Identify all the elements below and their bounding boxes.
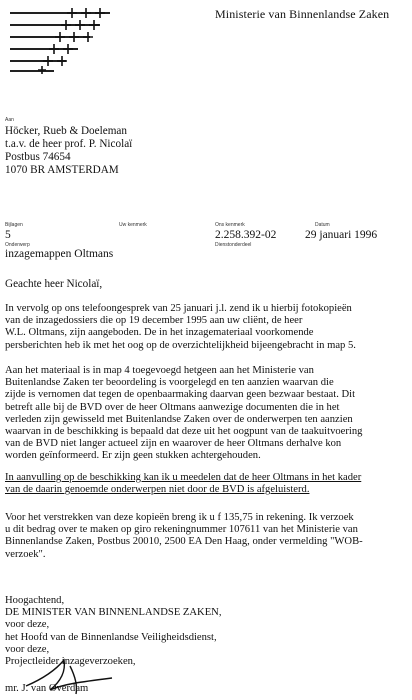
closing-line: voor deze, bbox=[5, 619, 50, 631]
address-line: Höcker, Rueb & Doeleman bbox=[5, 125, 127, 137]
text-line: u dit bedrag over te maken op giro rekeningnummer 107611 van het Ministerie van bbox=[5, 524, 358, 536]
text-line: W.L. Oltmans, zijn aangeboden. De in het inzagemateriaal voorkomende bbox=[5, 327, 314, 339]
letterhead-ministry: Ministerie van Binnenlandse Zaken bbox=[215, 7, 390, 21]
paragraph-4 bbox=[5, 512, 408, 561]
salutation: Geachte heer Nicolaï, bbox=[5, 278, 103, 290]
closing-line: Projectleider inzageverzoeken, bbox=[5, 656, 136, 668]
text-line: van de daarin genoemde onderwerpen niet door de BVD is afgeluisterd. bbox=[5, 484, 310, 496]
ons-kenmerk-value: 2.258.392-02 bbox=[215, 229, 277, 241]
text-line: worden geïnformeerd. Er zijn geen stukken achtergehouden. bbox=[5, 450, 261, 462]
paragraph-3-underlined bbox=[5, 472, 408, 496]
text-line: Binnenlandse Zaken, Postbus 20010, 2500 EA Den Haag, onder vermelding "WOB- bbox=[5, 536, 363, 548]
closing-line: DE MINISTER VAN BINNENLANDSE ZAKEN, bbox=[5, 607, 222, 619]
text-line: verzoek". bbox=[5, 548, 46, 560]
text-line: van de inzagedossiers die op 19 december 1995 aan uw cliënt, de heer bbox=[5, 315, 303, 327]
bijlagen-label: Bijlagen bbox=[5, 222, 23, 228]
text-line: In aanvulling op de beschikking kan ik u meedelen dat de heer Oltmans in het kader bbox=[5, 472, 362, 483]
address-line: t.a.v. de heer prof. P. Nicolaï bbox=[5, 138, 133, 150]
text-line: van de BVD niet langer actueel zijn en waarover de heer Oltmans derhalve kon bbox=[5, 438, 342, 450]
address-line: 1070 BR AMSTERDAM bbox=[5, 164, 119, 176]
text-line: Voor het verstrekken van deze kopieën breng ik u f 135,75 in rekening. Ik verzoek bbox=[5, 512, 354, 523]
closing-line: voor deze, bbox=[5, 643, 50, 655]
text-line: zijde is vernomen dat tegen de openbaarmaking daarvan geen bezwaar bestaat. Dit bbox=[5, 389, 356, 401]
paragraph-1 bbox=[5, 303, 408, 352]
text-line: verleden zijn gewisseld met Buitenlandse Zaken over de onderwerpen ten aanzien bbox=[5, 413, 353, 425]
ons-kenmerk-label: Ons kenmerk bbox=[215, 222, 245, 228]
text-line: Aan het materiaal is in map 4 toegevoegd hetgeen aan het Ministerie van bbox=[5, 365, 314, 376]
closing-line: het Hoofd van de Binnenlandse Veiligheidsdienst, bbox=[5, 631, 217, 643]
bijlagen-value: 5 bbox=[5, 229, 11, 241]
datum-value: 29 januari 1996 bbox=[305, 229, 378, 241]
onderwerp-label: Onderwerp bbox=[5, 242, 30, 248]
uw-kenmerk-label: Uw kenmerk bbox=[119, 222, 147, 228]
text-line: betreft alle bij de BVD over de heer Oltmans aanwezige documenten die in het bbox=[5, 401, 340, 413]
text-line: waarvan in de beschikking is bepaald dat deze uit het oogpunt van de taakuitvoering bbox=[5, 426, 363, 438]
onderwerp-value: inzagemappen Oltmans bbox=[5, 248, 114, 260]
dienstonderdeel-label: Dienstonderdeel bbox=[215, 242, 252, 248]
signatory-name: mr. J. van Overdam bbox=[5, 683, 89, 694]
recipient-address bbox=[5, 125, 132, 177]
ministry-logo-icon bbox=[6, 4, 126, 78]
recipient-label: Aan bbox=[5, 117, 14, 123]
closing-line: Hoogachtend, bbox=[5, 595, 65, 606]
datum-label: Datum bbox=[315, 222, 330, 228]
text-line: persberichten heb ik met het oog op de overzichtelijkheid bijeengebracht in map 5. bbox=[5, 339, 356, 351]
text-line: Buitenlandse Zaken ter beoordeling is voorgelegd en ten aanzien waarvan die bbox=[5, 377, 334, 389]
address-line: Postbus 74654 bbox=[5, 151, 71, 163]
text-line: In vervolg op ons telefoongesprek van 25 januari j.l. zend ik u hierbij fotokopieën bbox=[5, 303, 352, 314]
paragraph-2 bbox=[5, 365, 408, 463]
